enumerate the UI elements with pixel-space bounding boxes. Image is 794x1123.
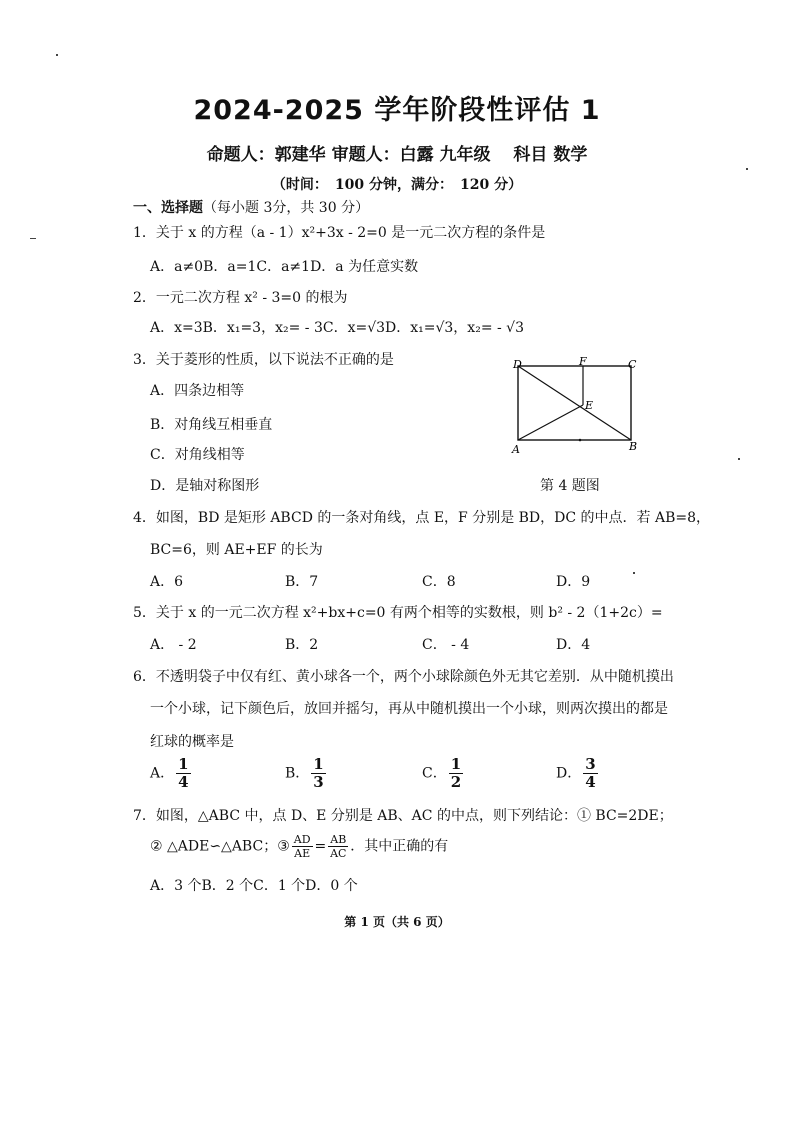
label-c: C bbox=[628, 358, 637, 371]
question-3-option-d: D．是轴对称图形 bbox=[150, 478, 260, 494]
question-7-line-1: 7．如图，△ABC 中，点 D、E 分别是 AB、AC 的中点，则下列结论：① BC=2DE； bbox=[133, 808, 673, 824]
scan-speck bbox=[633, 572, 635, 574]
scan-speck bbox=[56, 54, 58, 56]
question-6-line-2: 一个小球，记下颜色后，放回并摇匀，再从中随机摸出一个小球，则两次摸出的都是 bbox=[150, 701, 668, 717]
label-e: E bbox=[585, 399, 594, 412]
segment-ae bbox=[518, 405, 583, 440]
question-6-line-3: 红球的概率是 bbox=[150, 734, 234, 750]
page-footer: 第 1 页（共 6 页） bbox=[344, 915, 450, 929]
question-7-line-2: ② △ADE∽△ABC；③ $\frac{AD}{AE}$ = $\frac{AB}{AC}$ ．其中正确的有 bbox=[150, 833, 449, 860]
rectangle-figure bbox=[505, 355, 645, 460]
fraction: $\frac{1}{4}$ bbox=[178, 755, 189, 791]
question-7-options: A．3 个B．2 个C．1 个D．0 个 bbox=[150, 878, 358, 894]
question-6-option-d: D． $\frac{3}{4}$ bbox=[556, 755, 596, 791]
question-5-stem: 5．关于 x 的一元二次方程 x²+bx+c=0 有两个相等的实数根，则 b² - 2（1+2c）= bbox=[133, 605, 663, 621]
label-a: A bbox=[512, 443, 520, 456]
question-6-option-b: B． $\frac{1}{3}$ bbox=[285, 755, 324, 791]
scan-speck bbox=[30, 238, 36, 239]
question-4-option-c: C．8 bbox=[422, 574, 456, 590]
question-6-option-a: A． $\frac{1}{4}$ bbox=[150, 755, 189, 791]
fraction-ad-ae: $\frac{AD}{AE}$ bbox=[293, 833, 311, 860]
label-d: D bbox=[513, 358, 522, 371]
scan-speck bbox=[738, 458, 740, 460]
section-title: 一、选择题 bbox=[133, 200, 203, 216]
question-1-stem: 1．关于 x 的方程（a - 1）x²+3x - 2=0 是一元二次方程的条件是 bbox=[133, 225, 546, 241]
label-f: F bbox=[579, 355, 587, 368]
question-3-option-c: C．对角线相等 bbox=[150, 447, 245, 463]
fraction: $\frac{1}{3}$ bbox=[313, 755, 324, 791]
question-4-option-b: B．7 bbox=[285, 574, 319, 590]
fraction-ab-ac: $\frac{AB}{AC}$ bbox=[330, 833, 347, 860]
question-6-line-1: 6．不透明袋子中仅有红、黄小球各一个，两个小球除颜色外无其它差别．从中随机摸出 bbox=[133, 669, 674, 685]
question-3-option-a: A．四条边相等 bbox=[150, 383, 245, 399]
question-1-options: A．a≠0B．a=1C．a≠1D．a 为任意实数 bbox=[150, 259, 419, 275]
authors-line: 命题人：郭建华 审题人：白露 九年级 科目 数学 bbox=[206, 145, 588, 165]
diagonal-bd bbox=[518, 366, 631, 440]
fraction: $\frac{3}{4}$ bbox=[585, 755, 596, 791]
exam-title: 2024-2025 学年阶段性评估 1 bbox=[193, 95, 601, 126]
section-heading bbox=[133, 197, 369, 217]
question-5-option-a: A． - 2 bbox=[150, 637, 197, 653]
label-b: B bbox=[629, 440, 638, 453]
question-4-line-1: 4．如图，BD 是矩形 ABCD 的一条对角线，点 E，F 分别是 BD，DC 的中点．若 AB=8， bbox=[133, 510, 711, 526]
question-3-stem: 3．关于菱形的性质，以下说法不正确的是 bbox=[133, 352, 394, 368]
question-5-option-b: B．2 bbox=[285, 637, 319, 653]
question-2-options: A．x=3B．x₁=3，x₂= - 3C．x=√3D．x₁=√3，x₂= - √3 bbox=[150, 320, 525, 336]
question-4-option-d: D．9 bbox=[556, 574, 591, 590]
question-4-line-2: BC=6，则 AE+EF 的长为 bbox=[150, 542, 323, 558]
figure-4-caption: 第 4 题图 bbox=[540, 478, 600, 494]
time-score-line: （时间： 100 分钟，满分： 120 分） bbox=[271, 177, 523, 193]
scan-speck bbox=[746, 168, 748, 170]
fraction: $\frac{1}{2}$ bbox=[450, 755, 462, 791]
question-4-option-a: A．6 bbox=[150, 574, 184, 590]
section-note: （每小题 3分，共 30 分） bbox=[203, 200, 370, 216]
question-5-option-d: D．4 bbox=[556, 637, 591, 653]
question-2-stem: 2．一元二次方程 x² - 3=0 的根为 bbox=[133, 290, 348, 306]
question-5-option-c: C． - 4 bbox=[422, 637, 470, 653]
midpoint-dot bbox=[579, 439, 582, 442]
question-3-option-b: B．对角线互相垂直 bbox=[150, 417, 273, 433]
question-6-option-c: C． $\frac{1}{2}$ bbox=[422, 755, 462, 791]
